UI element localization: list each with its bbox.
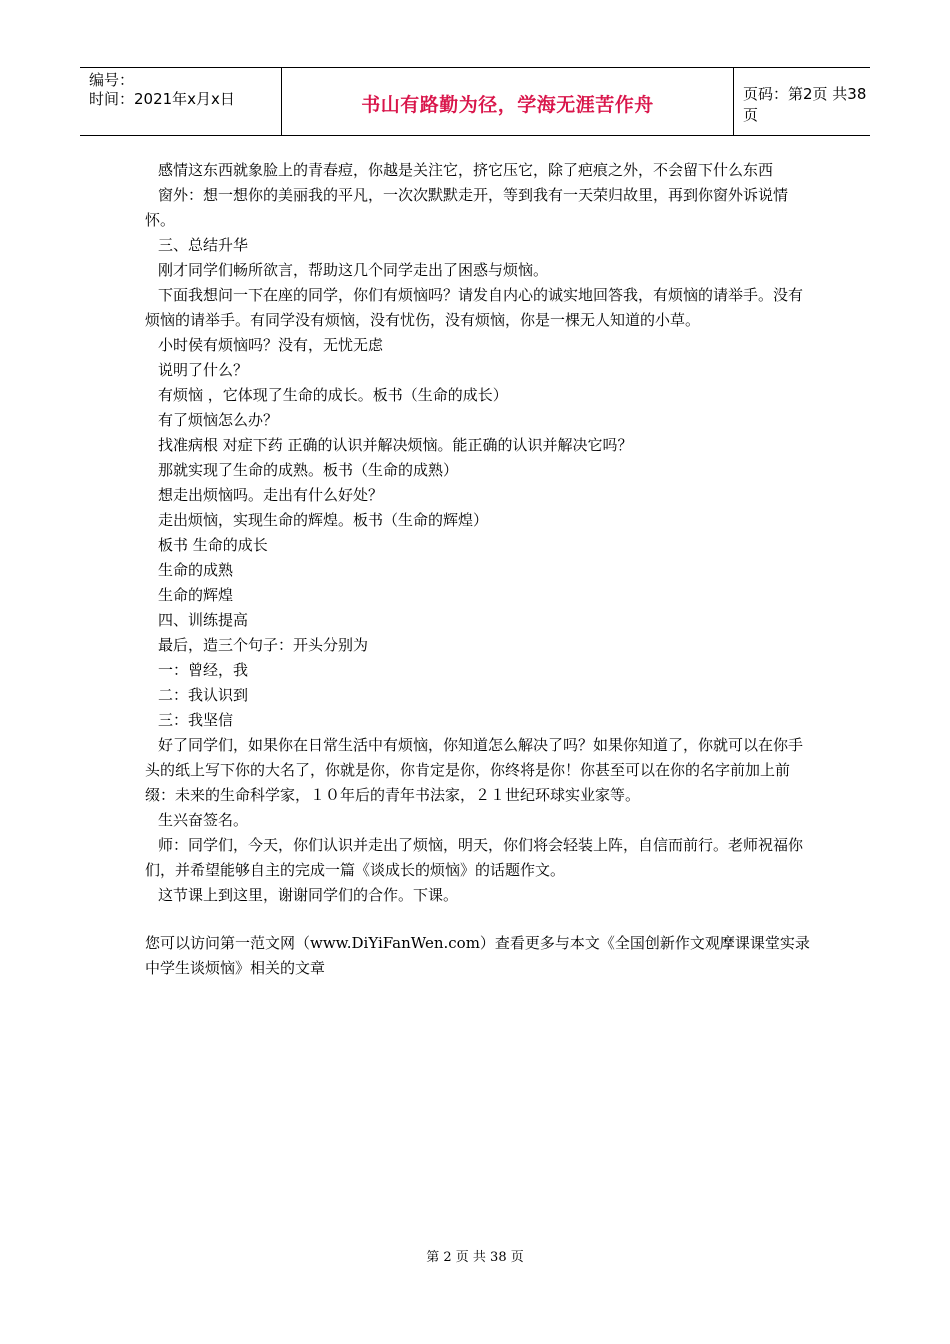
document-number-label: 编号：	[89, 71, 135, 89]
document-date: 时间：2021年x月x日	[89, 90, 235, 108]
header-motto-cell	[282, 68, 734, 135]
paragraph: 三：我坚信	[158, 711, 234, 729]
section-heading: 三、总结升华	[158, 236, 249, 254]
page-header	[80, 67, 870, 136]
paragraph: 生命的辉煌	[158, 586, 234, 604]
paragraph: 那就实现了生命的成熟。板书（生命的成熟）	[158, 461, 459, 479]
section-heading: 四、训练提高	[158, 611, 249, 629]
paragraph: 板书 生命的成长	[158, 536, 268, 554]
paragraph: 找准病根 对症下药 正确的认识并解决烦恼。能正确的认识并解决它吗？	[158, 436, 633, 454]
header-page-info	[734, 68, 870, 135]
paragraph: 一：曾经，我	[158, 661, 249, 679]
paragraph: 生兴奋签名。	[158, 811, 249, 829]
paragraph: 说明了什么？	[158, 361, 249, 379]
header-page-info-text: 页码：第2页 共38页	[743, 84, 867, 124]
paragraph: 好了同学们，如果你在日常生活中有烦恼，你知道怎么解决了吗？如果你知道了，你就可以在你手头的纸上写下你的大名了，你就是你，你肯定是你，你终将是你！你甚至可以在你的名字前加上前缀：未来的生命科学家，１０年后的青年书法家，２１世纪环球实业家等。	[145, 736, 804, 804]
paragraph: 有了烦恼怎么办？	[158, 411, 279, 429]
paragraph: 师：同学们，今天，你们认识并走出了烦恼，明天，你们将会轻装上阵，自信而前行。老师祝福你们，并希望能够自主的完成一篇《谈成长的烦恼》的话题作文。	[145, 836, 804, 879]
paragraph: 感情这东西就象脸上的青春痘，你越是关注它，挤它压它，除了疤痕之外，不会留下什么东西	[158, 161, 774, 179]
paragraph: 二：我认识到	[158, 686, 249, 704]
paragraph: 这节课上到这里，谢谢同学们的合作。下课。	[158, 886, 459, 904]
paragraph: 生命的成熟	[158, 561, 234, 579]
header-motto: 书山有路勤为径，学海无涯苦作舟	[361, 94, 654, 116]
paragraph: 小时侯有烦恼吗？没有，无忧无虑	[158, 336, 384, 354]
paragraph: 走出烦恼，实现生命的辉煌。板书（生命的辉煌）	[158, 511, 489, 529]
page-number: 第 2 页 共 38 页	[426, 1250, 524, 1265]
paragraph: 有烦恼 ，它体现了生命的成长。板书（生命的成长）	[158, 386, 508, 404]
paragraph: 想走出烦恼吗。走出有什么好处？	[158, 486, 384, 504]
document-body	[145, 158, 813, 981]
paragraph: 最后，造三个句子：开头分别为	[158, 636, 369, 654]
paragraph: 下面我想问一下在座的同学，你们有烦恼吗？请发自内心的诚实地回答我，有烦恼的请举手。没有烦恼的请举手。有同学没有烦恼，没有忧伤，没有烦恼，你是一棵无人知道的小草。	[145, 286, 804, 329]
paragraph: 窗外：想一想你的美丽我的平凡，一次次默默走开，等到我有一天荣归故里，再到你窗外诉说情怀。	[145, 186, 789, 229]
paragraph: 刚才同学们畅所欲言，帮助这几个同学走出了困惑与烦恼。	[158, 261, 549, 279]
source-note: 您可以访问第一范文网（www.DiYiFanWen.com）查看更多与本文《全国创新作文观摩课课堂实录 中学生谈烦恼》相关的文章	[145, 934, 810, 977]
header-meta	[80, 68, 282, 135]
